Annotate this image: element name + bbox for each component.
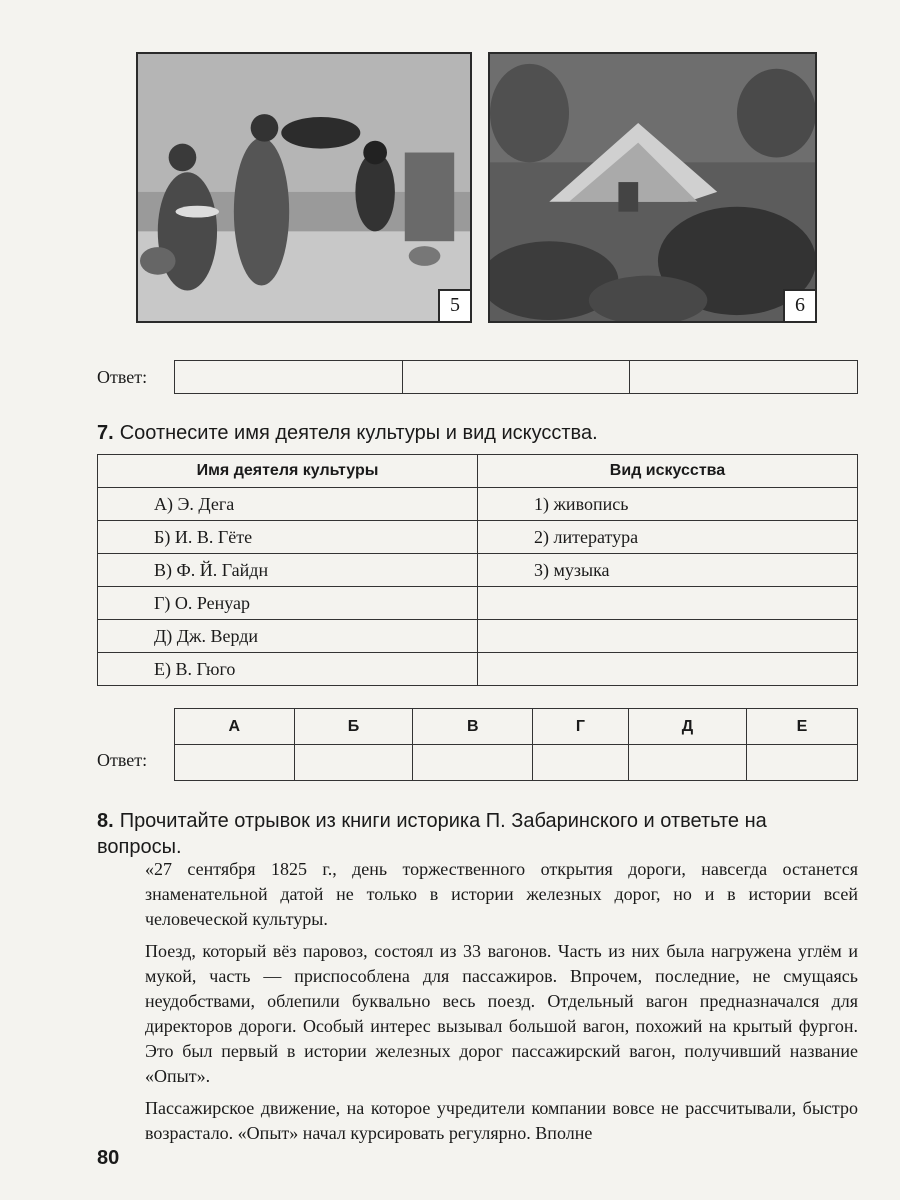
question-text: Прочитайте отрывок из книги историка П. Забаринского и ответьте на bbox=[119, 810, 767, 832]
table-row bbox=[98, 488, 858, 521]
answer-cell[interactable] bbox=[413, 745, 533, 781]
excerpt-paragraph-3: Пассажирское движение, на которое учредители компании вовсе не рассчитывали, быстро возрастало. «Опыт» начал курсировать регулярно. Вполне bbox=[145, 1098, 858, 1143]
question-7 bbox=[97, 422, 598, 445]
question-8 bbox=[97, 808, 867, 860]
col-header-art: Вид искусства bbox=[478, 455, 858, 488]
question-number: 7. bbox=[97, 422, 114, 444]
art-cell bbox=[478, 653, 858, 686]
person-cell: Г) О. Ренуар bbox=[98, 587, 478, 620]
answer-cell[interactable] bbox=[294, 745, 413, 781]
painting-5-image bbox=[138, 54, 470, 321]
question-text-cont: вопросы. bbox=[97, 836, 182, 858]
person-cell: В) Ф. Й. Гайдн bbox=[98, 554, 478, 587]
answer-label: Ответ: bbox=[97, 367, 148, 387]
col-header-name: Имя деятеля культуры bbox=[98, 455, 478, 488]
question-number: 8. bbox=[97, 810, 114, 832]
table-row bbox=[98, 587, 858, 620]
answer-letter: В bbox=[413, 709, 533, 745]
answer-letter: Г bbox=[533, 709, 629, 745]
answer-letter: А bbox=[175, 709, 295, 745]
art-cell bbox=[478, 620, 858, 653]
answer-grid-q7 bbox=[174, 708, 858, 781]
person-cell: Е) В. Гюго bbox=[98, 653, 478, 686]
art-cell: 1) живопись bbox=[478, 488, 858, 521]
answer-label: Ответ: bbox=[97, 750, 148, 770]
painting-5 bbox=[136, 52, 472, 323]
painting-6 bbox=[488, 52, 817, 323]
question-text: Соотнесите имя деятеля культуры и вид искусства. bbox=[119, 422, 598, 444]
excerpt-paragraph-2: Поезд, который вёз паровоз, состоял из 33 вагонов. Часть из них была нагружена углём и мукой, часть — приспособлена для пассажиров. Впрочем, последние, не смущаясь неудобствами, облепили буквально весь поезд. Отдельный вагон предназначался для директоров дороги. Особый интерес вызывал большой вагон, похожий на крытый фургон. Это был первый в истории железных дорог пассажирский вагон, получивший название «Опыт». bbox=[145, 941, 858, 1086]
painting-6-image bbox=[490, 54, 815, 321]
person-cell: Д) Дж. Верди bbox=[98, 620, 478, 653]
painting-number: 6 bbox=[783, 289, 815, 321]
answer-cell[interactable] bbox=[175, 745, 295, 781]
answer-cell[interactable] bbox=[628, 745, 746, 781]
answer-cell[interactable] bbox=[402, 361, 630, 394]
page-number: 80 bbox=[97, 1147, 120, 1169]
answer-cell[interactable] bbox=[746, 745, 857, 781]
table-row bbox=[98, 554, 858, 587]
answer-letter: Д bbox=[628, 709, 746, 745]
art-cell: 3) музыка bbox=[478, 554, 858, 587]
answer-cell[interactable] bbox=[175, 361, 403, 394]
answer-cell[interactable] bbox=[533, 745, 629, 781]
art-cell bbox=[478, 587, 858, 620]
answer-letter: Е bbox=[746, 709, 857, 745]
table-row bbox=[98, 521, 858, 554]
table-row bbox=[98, 620, 858, 653]
matching-table bbox=[97, 454, 858, 686]
person-cell: Б) И. В. Гёте bbox=[98, 521, 478, 554]
excerpt-paragraph-1: «27 сентября 1825 г., день торжественного открытия дороги, навсегда останется знаменательной датой не только в истории железных дорог, но и в истории всей человеческой культуры. bbox=[145, 859, 858, 929]
art-cell: 2) литература bbox=[478, 521, 858, 554]
answer-letter: Б bbox=[294, 709, 413, 745]
table-row bbox=[98, 653, 858, 686]
answer-grid-paintings bbox=[174, 360, 858, 394]
painting-number: 5 bbox=[438, 289, 470, 321]
answer-cell[interactable] bbox=[630, 361, 858, 394]
person-cell: А) Э. Дега bbox=[98, 488, 478, 521]
